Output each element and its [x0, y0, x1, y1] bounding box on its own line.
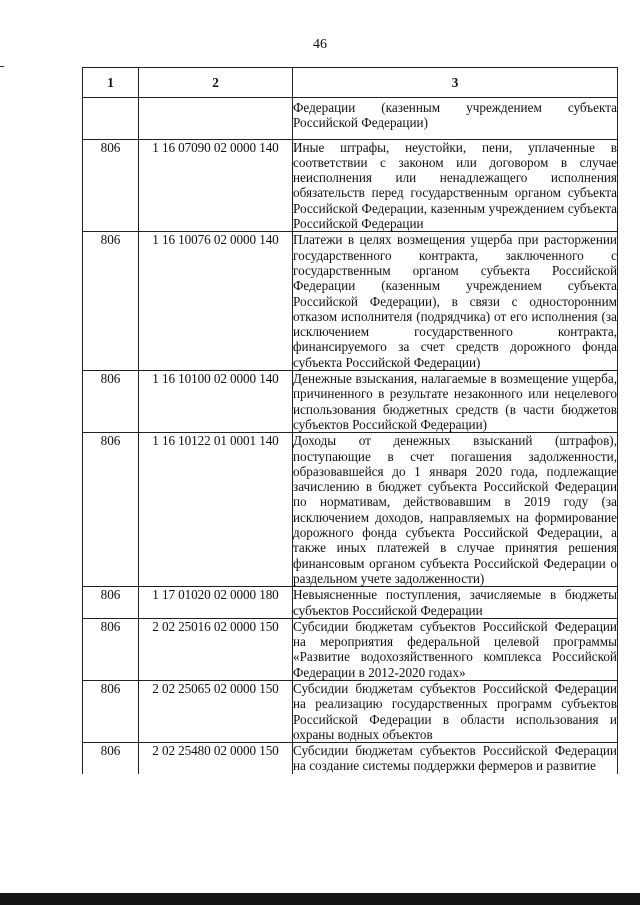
scan-bottom-edge	[0, 893, 640, 905]
description-cell: Платежи в целях возмещения ущерба при расторжении государственного контракта, заключенного с государственным органом субъекта Российской Федерации (казенным учреждением субъекта Российской Федерации), в связи с односторонним отказом исполнителя (подрядчика) от его исполнения (за исключением государственного контракта, финансируемого за счет средств дорожного фонда субъекта Российской Федерации)	[293, 232, 617, 370]
page-number: 46	[313, 37, 327, 52]
table-row	[83, 618, 618, 680]
revenue-code-cell: 1 16 10100 02 0000 140	[139, 371, 293, 433]
description-cell: Доходы от денежных взысканий (штрафов), поступающие в счет погашения задолженности, образовавшейся до 1 января 2020 года, подлежащие зачислению в бюджет субъекта Российской Федерации по нормативам, действовавшим в 2019 году (за исключением доходов, направляемых на формирование дорожного фонда субъекта Российской Федерации, а также иных платежей в случае принятия решения финансовым органом субъекта Российской Федерации о раздельном учете задолженности)	[293, 433, 617, 586]
table-row	[83, 232, 618, 371]
table-row	[83, 433, 618, 587]
revenue-code-cell: 1 16 10076 02 0000 140	[139, 232, 293, 371]
revenue-codes-table	[82, 67, 618, 774]
admin-code-cell: 806	[83, 618, 139, 680]
table-header-row	[83, 68, 618, 98]
table-row	[83, 743, 618, 774]
revenue-code-cell: 1 16 10122 01 0001 140	[139, 433, 293, 587]
description-cell: Субсидии бюджетам субъектов Российской Федерации на создание системы поддержки фермеров и развитие	[293, 743, 617, 774]
description-cell: Невыясненные поступления, зачисляемые в бюджеты субъектов Российской Федерации	[293, 587, 617, 618]
column-header-1: 1	[83, 68, 139, 98]
column-header-2: 2	[139, 68, 293, 98]
admin-code-cell: 806	[83, 587, 139, 619]
admin-code-cell: 806	[83, 680, 139, 742]
revenue-code-cell: 1 16 07090 02 0000 140	[139, 139, 293, 232]
column-header-3: 3	[293, 68, 618, 98]
table-row	[83, 98, 618, 140]
table-row	[83, 371, 618, 433]
admin-code-cell	[83, 98, 139, 140]
description-cell: Субсидии бюджетам субъектов Российской Федерации на мероприятия федеральной целевой программы «Развитие водохозяйственного комплекса Российской Федерации в 2012-2020 годах»	[293, 618, 617, 680]
description-cell: Субсидии бюджетам субъектов Российской Федерации на реализацию государственных программ субъектов Российской Федерации в области использования и охраны водных объектов	[293, 680, 617, 742]
admin-code-cell: 806	[83, 232, 139, 371]
description-cell: Иные штрафы, неустойки, пени, уплаченные в соответствии с законом или договором в случае неисполнения или ненадлежащего исполнения обязательств перед государственным органом субъекта Российской Федерации, казенным учреждением субъекта Российской Федерации	[293, 139, 617, 232]
table-row	[83, 139, 618, 232]
margin-mark	[0, 66, 4, 67]
admin-code-cell: 806	[83, 139, 139, 232]
revenue-code-cell: 2 02 25016 02 0000 150	[139, 618, 293, 680]
admin-code-cell: 806	[83, 371, 139, 433]
revenue-code-cell: 2 02 25065 02 0000 150	[139, 680, 293, 742]
description-cell: Денежные взыскания, налагаемые в возмещение ущерба, причиненного в результате незаконного или нецелевого использования бюджетных средств (в части бюджетов субъектов Российской Федерации)	[293, 371, 617, 432]
admin-code-cell: 806	[83, 743, 139, 774]
revenue-code-cell	[139, 98, 293, 140]
table-row	[83, 680, 618, 742]
revenue-code-cell: 1 17 01020 02 0000 180	[139, 587, 293, 619]
description-cell: Федерации (казенным учреждением субъекта Российской Федерации)	[293, 98, 618, 140]
table-row	[83, 587, 618, 619]
admin-code-cell: 806	[83, 433, 139, 587]
revenue-code-cell: 2 02 25480 02 0000 150	[139, 743, 293, 774]
